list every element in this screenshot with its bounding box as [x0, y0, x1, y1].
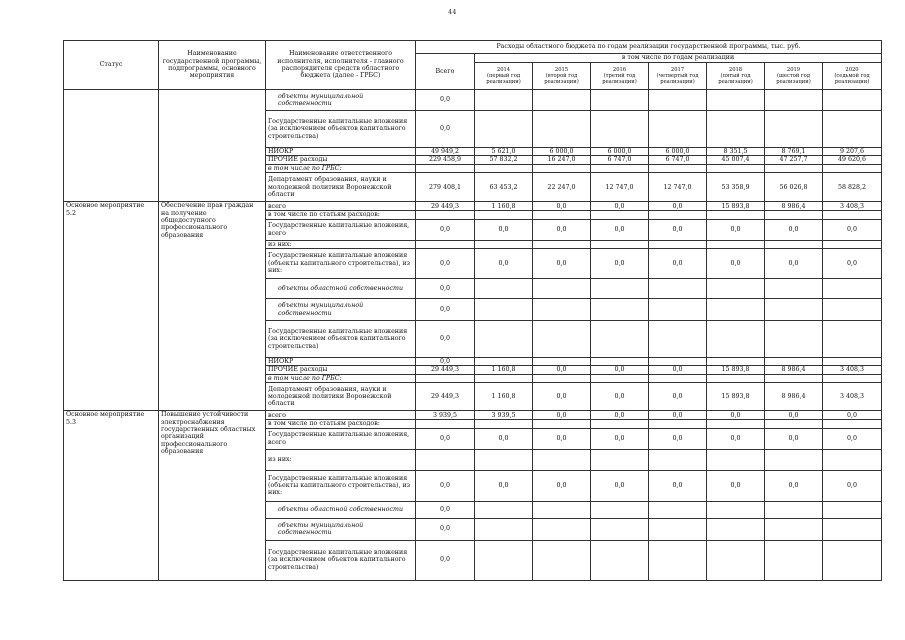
- year-value-cell: [707, 321, 765, 358]
- year-value-cell: 1 160,8: [475, 366, 533, 374]
- expense-label-cell: Государственные капитальные вложения, всего: [266, 428, 416, 449]
- year-value-cell: 0,0: [591, 383, 649, 411]
- year-value-cell: 6 000,0: [591, 148, 649, 156]
- total-value-cell: 229 458,9: [416, 156, 475, 164]
- year-value-cell: [591, 420, 649, 428]
- table-body: [64, 90, 882, 581]
- year-value-cell: [765, 518, 823, 540]
- year-value-cell: [591, 111, 649, 148]
- year-note: (шестой год реализации): [776, 73, 811, 85]
- executor-header: Наименование ответственного исполнителя, исполнителя - главного распорядителя средств областного бюджета (далее - ГРБС): [266, 41, 416, 90]
- year-value-cell: [475, 501, 533, 518]
- year-value-cell: 0,0: [533, 366, 591, 374]
- year-value-cell: [649, 501, 707, 518]
- year-value-cell: 15 893,8: [707, 383, 765, 411]
- year-value-cell: 8 986,4: [765, 202, 823, 211]
- year-label: 2018: [728, 67, 743, 73]
- year-value-cell: [765, 420, 823, 428]
- table-header: [64, 41, 882, 90]
- year-value-cell: [765, 279, 823, 299]
- year-value-cell: [533, 279, 591, 299]
- year-value-cell: 0,0: [707, 219, 765, 240]
- year-value-cell: 45 007,4: [707, 156, 765, 164]
- expense-label-cell: ПРОЧИЕ расходы: [266, 366, 416, 374]
- year-value-cell: [533, 321, 591, 358]
- year-value-cell: [649, 111, 707, 148]
- total-value-cell: 0,0: [416, 470, 475, 501]
- year-value-cell: [649, 279, 707, 299]
- expense-label-cell: в том числе по статьям расходов:: [266, 211, 416, 219]
- year-value-cell: [533, 501, 591, 518]
- year-value-cell: [649, 321, 707, 358]
- year-value-cell: [591, 518, 649, 540]
- year-value-cell: [533, 90, 591, 111]
- year-value-cell: [765, 321, 823, 358]
- year-note: (четвертый год реализации): [656, 73, 699, 85]
- year-value-cell: 0,0: [649, 202, 707, 211]
- total-value-cell: 0,0: [416, 249, 475, 279]
- year-value-cell: [707, 299, 765, 321]
- year-value-cell: [707, 279, 765, 299]
- expense-label-cell: объекты областной собственности: [266, 501, 416, 518]
- year-value-cell: [765, 449, 823, 470]
- year-value-cell: [649, 358, 707, 366]
- year-value-cell: [533, 518, 591, 540]
- year-value-cell: 47 257,7: [765, 156, 823, 164]
- expense-label-cell: ПРОЧИЕ расходы: [266, 156, 416, 164]
- year-header-2: [591, 63, 649, 90]
- year-value-cell: 16 247,0: [533, 156, 591, 164]
- year-value-cell: [823, 358, 882, 366]
- year-value-cell: [823, 211, 882, 219]
- year-value-cell: [707, 358, 765, 366]
- year-value-cell: 0,0: [533, 202, 591, 211]
- year-value-cell: [707, 374, 765, 382]
- year-value-cell: 0,0: [533, 428, 591, 449]
- year-value-cell: 0,0: [591, 428, 649, 449]
- total-value-cell: [416, 164, 475, 172]
- expense-label-cell: Государственные капитальные вложения (объекты капитального строительства), из них:: [266, 470, 416, 501]
- year-value-cell: 56 026,8: [765, 173, 823, 202]
- year-value-cell: 1 160,8: [475, 383, 533, 411]
- total-value-cell: 29 449,3: [416, 202, 475, 211]
- year-value-cell: 0,0: [823, 249, 882, 279]
- total-value-cell: [416, 240, 475, 248]
- year-value-cell: 63 453,2: [475, 173, 533, 202]
- expense-label-cell: в том числе по ГРБС:: [266, 374, 416, 382]
- year-value-cell: [707, 240, 765, 248]
- year-value-cell: [475, 540, 533, 580]
- year-value-cell: 6 747,0: [649, 156, 707, 164]
- year-value-cell: 0,0: [475, 428, 533, 449]
- status-header: Статус: [64, 41, 159, 90]
- year-value-cell: [823, 321, 882, 358]
- year-value-cell: 0,0: [765, 249, 823, 279]
- expense-label-cell: всего: [266, 411, 416, 420]
- year-value-cell: [823, 111, 882, 148]
- total-value-cell: 0,0: [416, 518, 475, 540]
- year-value-cell: [533, 299, 591, 321]
- year-value-cell: [475, 90, 533, 111]
- year-value-cell: [591, 240, 649, 248]
- year-value-cell: 0,0: [533, 219, 591, 240]
- year-header-0: [475, 63, 533, 90]
- total-value-cell: 0,0: [416, 279, 475, 299]
- expense-label-cell: в том числе по ГРБС:: [266, 164, 416, 172]
- year-value-cell: 0,0: [533, 249, 591, 279]
- program-name-cell: Обеспечение прав граждан на получение общедоступного профессионального образования: [159, 202, 266, 411]
- year-value-cell: [649, 240, 707, 248]
- year-value-cell: 9 207,6: [823, 148, 882, 156]
- year-note: (третий год реализации): [602, 73, 637, 85]
- year-value-cell: [649, 374, 707, 382]
- year-label: 2015: [554, 67, 569, 73]
- total-value-cell: 0,0: [416, 501, 475, 518]
- year-value-cell: [765, 374, 823, 382]
- table-row: [64, 90, 882, 111]
- year-value-cell: 8 351,5: [707, 148, 765, 156]
- year-value-cell: [707, 501, 765, 518]
- year-value-cell: 0,0: [823, 428, 882, 449]
- year-value-cell: [823, 501, 882, 518]
- total-value-cell: 29 449,3: [416, 366, 475, 374]
- year-label: 2016: [612, 67, 627, 73]
- year-value-cell: [533, 240, 591, 248]
- expense-label-cell: объекты областной собственности: [266, 279, 416, 299]
- year-value-cell: 49 620,6: [823, 156, 882, 164]
- program-name-cell: Повышение устойчивости электроснабжения государственных областных организаций профессионального образования: [159, 411, 266, 580]
- year-value-cell: [475, 518, 533, 540]
- total-value-cell: 29 449,3: [416, 383, 475, 411]
- year-value-cell: [475, 321, 533, 358]
- total-value-cell: 49 949,2: [416, 148, 475, 156]
- year-value-cell: [475, 449, 533, 470]
- year-value-cell: [475, 420, 533, 428]
- year-value-cell: [707, 449, 765, 470]
- year-value-cell: 0,0: [823, 219, 882, 240]
- year-value-cell: 8 986,4: [765, 366, 823, 374]
- year-value-cell: [649, 299, 707, 321]
- year-value-cell: [823, 240, 882, 248]
- expense-label-cell: из них:: [266, 449, 416, 470]
- year-value-cell: [591, 279, 649, 299]
- year-value-cell: [649, 420, 707, 428]
- year-value-cell: [765, 90, 823, 111]
- total-value-cell: 279 408,1: [416, 173, 475, 202]
- year-value-cell: 3 939,5: [475, 411, 533, 420]
- year-value-cell: 12 747,0: [649, 173, 707, 202]
- year-value-cell: [765, 358, 823, 366]
- year-value-cell: 0,0: [649, 383, 707, 411]
- year-value-cell: 0,0: [707, 428, 765, 449]
- year-value-cell: [649, 540, 707, 580]
- year-value-cell: [823, 449, 882, 470]
- year-value-cell: 0,0: [707, 249, 765, 279]
- year-value-cell: 57 832,2: [475, 156, 533, 164]
- year-value-cell: [707, 111, 765, 148]
- year-value-cell: [649, 90, 707, 111]
- year-note: (второй год реализации): [544, 73, 579, 85]
- total-value-cell: 0,0: [416, 358, 475, 366]
- expense-label-cell: объекты муниципальной собственности: [266, 299, 416, 321]
- expense-label-cell: из них:: [266, 240, 416, 248]
- year-value-cell: [475, 164, 533, 172]
- year-label: 2020: [845, 67, 859, 73]
- total-value-cell: [416, 211, 475, 219]
- year-value-cell: [475, 240, 533, 248]
- year-value-cell: 15 893,8: [707, 202, 765, 211]
- year-value-cell: 0,0: [533, 411, 591, 420]
- year-header-5: [765, 63, 823, 90]
- year-value-cell: 0,0: [591, 366, 649, 374]
- year-value-cell: 12 747,0: [591, 173, 649, 202]
- year-value-cell: 0,0: [823, 470, 882, 501]
- year-value-cell: 3 408,3: [823, 202, 882, 211]
- year-value-cell: [765, 240, 823, 248]
- year-value-cell: [707, 211, 765, 219]
- year-value-cell: [533, 111, 591, 148]
- year-value-cell: 0,0: [765, 219, 823, 240]
- year-value-cell: [591, 90, 649, 111]
- year-value-cell: [823, 164, 882, 172]
- year-value-cell: [765, 164, 823, 172]
- year-value-cell: [823, 279, 882, 299]
- year-value-cell: 0,0: [649, 219, 707, 240]
- year-value-cell: [649, 211, 707, 219]
- expense-label-cell: Департамент образования, науки и молодежной политики Воронежской области: [266, 173, 416, 202]
- year-value-cell: [591, 321, 649, 358]
- year-value-cell: [533, 420, 591, 428]
- year-value-cell: 3 408,3: [823, 366, 882, 374]
- year-value-cell: 0,0: [533, 383, 591, 411]
- total-value-cell: 0,0: [416, 321, 475, 358]
- program-name-header: Наименование государственной программы, подпрограммы, основного мероприятия: [159, 41, 266, 90]
- total-value-cell: [416, 374, 475, 382]
- year-value-cell: 0,0: [591, 202, 649, 211]
- expense-label-cell: объекты муниципальной собственности: [266, 518, 416, 540]
- year-value-cell: 3 408,3: [823, 383, 882, 411]
- year-value-cell: [823, 420, 882, 428]
- year-label: 2014: [496, 67, 511, 73]
- year-value-cell: 1 160,8: [475, 202, 533, 211]
- year-value-cell: [533, 540, 591, 580]
- year-note: (пятый год реализации): [718, 73, 753, 85]
- year-value-cell: 0,0: [475, 219, 533, 240]
- year-header-4: [707, 63, 765, 90]
- year-value-cell: [765, 501, 823, 518]
- year-value-cell: [591, 374, 649, 382]
- page-number: 44: [448, 9, 457, 16]
- expense-label-cell: в том числе по статьям расходов:: [266, 420, 416, 428]
- year-value-cell: [591, 501, 649, 518]
- expense-label-cell: Государственные капитальные вложения (за исключением объектов капитального строительства): [266, 540, 416, 580]
- total-value-cell: 0,0: [416, 428, 475, 449]
- year-value-cell: 0,0: [649, 428, 707, 449]
- expenses-title: Расходы областного бюджета по годам реализации государственной программы, тыс. руб.: [416, 41, 882, 54]
- year-value-cell: 0,0: [475, 470, 533, 501]
- year-value-cell: [707, 164, 765, 172]
- year-value-cell: [591, 358, 649, 366]
- total-value-cell: 0,0: [416, 90, 475, 111]
- year-label: 2019: [786, 67, 801, 73]
- year-value-cell: 6 000,0: [649, 148, 707, 156]
- year-value-cell: 0,0: [765, 428, 823, 449]
- program-name-cell: [159, 90, 266, 202]
- total-value-cell: 0,0: [416, 111, 475, 148]
- year-value-cell: [475, 279, 533, 299]
- total-value-cell: 0,0: [416, 540, 475, 580]
- year-value-cell: 0,0: [765, 411, 823, 420]
- year-value-cell: 0,0: [823, 411, 882, 420]
- year-value-cell: 0,0: [707, 470, 765, 501]
- year-value-cell: [591, 164, 649, 172]
- expense-label-cell: НИОКР: [266, 148, 416, 156]
- year-value-cell: 0,0: [591, 411, 649, 420]
- budget-table: [63, 40, 882, 581]
- year-value-cell: 5 621,0: [475, 148, 533, 156]
- year-value-cell: 0,0: [533, 470, 591, 501]
- year-value-cell: [707, 90, 765, 111]
- year-value-cell: [533, 374, 591, 382]
- year-value-cell: 15 893,8: [707, 366, 765, 374]
- year-value-cell: [591, 449, 649, 470]
- year-value-cell: [765, 540, 823, 580]
- year-value-cell: 53 358,9: [707, 173, 765, 202]
- year-value-cell: [475, 211, 533, 219]
- year-value-cell: 8 769,1: [765, 148, 823, 156]
- status-cell: [64, 90, 159, 202]
- expense-label-cell: НИОКР: [266, 358, 416, 366]
- year-value-cell: [475, 358, 533, 366]
- year-value-cell: 6 000,0: [533, 148, 591, 156]
- table-row: [64, 202, 882, 211]
- year-value-cell: [649, 164, 707, 172]
- year-header-6: [823, 63, 882, 90]
- year-value-cell: 0,0: [649, 411, 707, 420]
- year-value-cell: [533, 358, 591, 366]
- year-value-cell: [533, 164, 591, 172]
- expense-label-cell: Государственные капитальные вложения (объекты капитального строительства), из них:: [266, 249, 416, 279]
- status-cell: Основное мероприятие 5.3: [64, 411, 159, 580]
- year-value-cell: [649, 518, 707, 540]
- year-value-cell: 8 986,4: [765, 383, 823, 411]
- table-row: [64, 411, 882, 420]
- year-value-cell: [823, 374, 882, 382]
- year-value-cell: 0,0: [649, 470, 707, 501]
- expense-label-cell: Государственные капитальные вложения (за исключением объектов капитального строительства): [266, 321, 416, 358]
- year-value-cell: 0,0: [591, 219, 649, 240]
- year-value-cell: [765, 111, 823, 148]
- year-value-cell: [475, 374, 533, 382]
- total-value-cell: [416, 449, 475, 470]
- year-value-cell: [707, 420, 765, 428]
- total-value-cell: 0,0: [416, 219, 475, 240]
- year-value-cell: [649, 449, 707, 470]
- expense-label-cell: Государственные капитальные вложения, всего: [266, 219, 416, 240]
- year-value-cell: 0,0: [765, 470, 823, 501]
- year-value-cell: 0,0: [649, 366, 707, 374]
- year-value-cell: [823, 540, 882, 580]
- year-header-3: [649, 63, 707, 90]
- year-value-cell: 58 828,2: [823, 173, 882, 202]
- year-value-cell: [707, 518, 765, 540]
- year-value-cell: 0,0: [591, 470, 649, 501]
- expense-label-cell: Государственные капитальные вложения (за исключением объектов капитального строительства): [266, 111, 416, 148]
- year-value-cell: [591, 540, 649, 580]
- year-value-cell: [823, 90, 882, 111]
- year-value-cell: [765, 211, 823, 219]
- year-value-cell: 0,0: [707, 411, 765, 420]
- year-value-cell: [591, 299, 649, 321]
- status-cell: Основное мероприятие 5.2: [64, 202, 159, 411]
- year-label: 2017: [670, 67, 685, 73]
- expense-label-cell: Департамент образования, науки и молодежной политики Воронежской области: [266, 383, 416, 411]
- year-value-cell: [707, 540, 765, 580]
- total-value-cell: 0,0: [416, 299, 475, 321]
- year-value-cell: 0,0: [475, 249, 533, 279]
- expense-label-cell: всего: [266, 202, 416, 211]
- year-value-cell: [533, 211, 591, 219]
- year-note: (первый год реализации): [486, 73, 521, 85]
- expense-label-cell: объекты муниципальной собственности: [266, 90, 416, 111]
- year-value-cell: 0,0: [649, 249, 707, 279]
- year-value-cell: [765, 299, 823, 321]
- year-value-cell: [591, 211, 649, 219]
- year-value-cell: [823, 299, 882, 321]
- year-value-cell: [823, 518, 882, 540]
- year-value-cell: [475, 299, 533, 321]
- total-value-cell: [416, 420, 475, 428]
- total-header: Всего: [416, 54, 475, 90]
- year-header-1: [533, 63, 591, 90]
- year-value-cell: 6 747,0: [591, 156, 649, 164]
- total-value-cell: 3 939,5: [416, 411, 475, 420]
- year-value-cell: 22 247,0: [533, 173, 591, 202]
- year-note: (седьмой год реализации): [834, 73, 870, 85]
- year-value-cell: [533, 449, 591, 470]
- year-value-cell: 0,0: [591, 249, 649, 279]
- by-years-header: в том числе по годам реализации: [475, 54, 882, 63]
- year-value-cell: [475, 111, 533, 148]
